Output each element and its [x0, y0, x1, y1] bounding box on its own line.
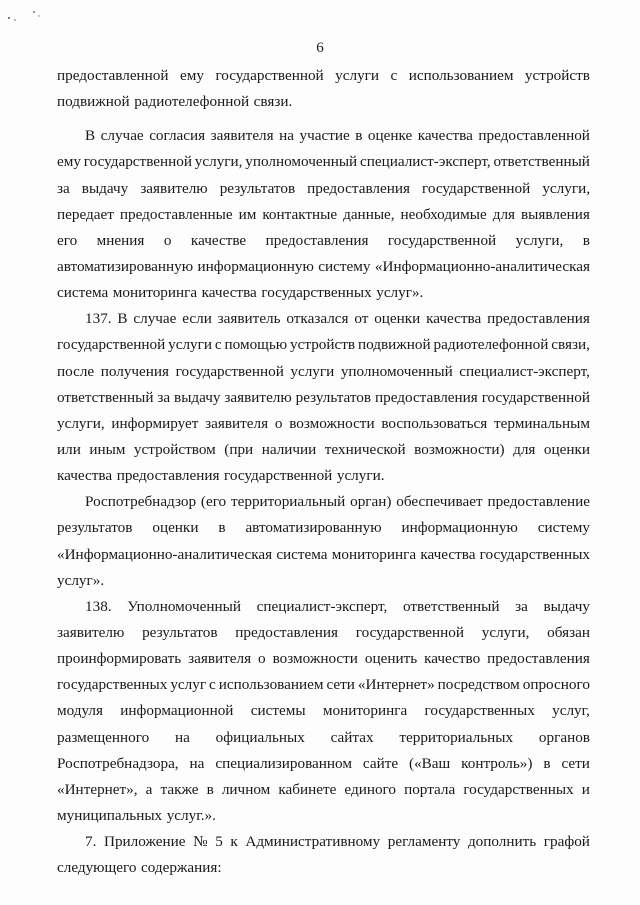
word: в [543, 754, 551, 772]
word: контактные [262, 205, 338, 223]
text-line [57, 725, 590, 751]
word: сети [326, 676, 355, 694]
text-line [57, 89, 590, 115]
word: системы [250, 702, 306, 720]
word: заявителю [140, 179, 208, 197]
word: сайтах [330, 728, 374, 746]
word: качества [420, 545, 476, 563]
word: обязан [547, 623, 590, 641]
word: территориальных [399, 728, 514, 746]
word: использованием [408, 67, 514, 84]
word: 7. [85, 833, 97, 851]
word: автоматизированную [245, 519, 382, 537]
word: от [354, 310, 369, 328]
word: предоставленной [57, 67, 169, 84]
word: терминальным [494, 414, 590, 432]
text-line [57, 620, 590, 646]
word: получения [100, 362, 170, 380]
word: контроль») [461, 754, 533, 772]
word: предоставленной [478, 127, 590, 145]
text-line [57, 254, 590, 280]
word: регламенту [387, 833, 461, 851]
word: государственных [57, 676, 168, 694]
word: оценки [543, 440, 590, 458]
word: и [581, 780, 590, 798]
word: согласия [149, 127, 206, 145]
word: качества [426, 310, 482, 328]
word: ему [57, 153, 81, 171]
word: ему [180, 67, 204, 84]
word: оценки [152, 519, 199, 537]
text-line [57, 515, 590, 541]
word: специалист-эксперт, [359, 153, 491, 171]
word: государственной [215, 67, 324, 84]
word: качества [201, 284, 257, 302]
word: информационную [197, 257, 314, 275]
text-line [57, 829, 590, 855]
word: государственных [463, 780, 574, 798]
text-line [57, 568, 590, 594]
word: предоставления [307, 179, 410, 197]
word: 137. [85, 310, 112, 328]
word: специалист-эксперт, [256, 597, 388, 615]
word: следующего [57, 859, 137, 877]
word: единого [344, 780, 396, 798]
word: услуг [170, 676, 207, 694]
text-line [57, 63, 590, 89]
word: предоставление [487, 493, 590, 511]
word: государственных [424, 702, 535, 720]
word: предоставления [116, 467, 220, 485]
text-line [57, 594, 590, 620]
word: радиотелефонной [134, 93, 250, 111]
word: услуги [168, 336, 213, 354]
word: услуги. [336, 467, 385, 485]
word: оценки [374, 310, 421, 328]
word: размещенного [57, 728, 150, 746]
word: возможности [272, 650, 358, 668]
word: 138. [85, 597, 112, 615]
word: государственной [481, 388, 590, 406]
word: помощью [224, 336, 288, 354]
word: если [182, 310, 212, 328]
word: результатов [57, 519, 133, 537]
word: (его [200, 493, 227, 511]
word: мониторинга [112, 284, 198, 302]
word: проинформировать [57, 650, 182, 668]
word: за [515, 597, 528, 615]
text-line [57, 385, 590, 411]
word: «Интернет» [357, 676, 435, 694]
word: портала [404, 780, 456, 798]
word: оценке [367, 127, 413, 145]
word: устройств [290, 336, 356, 354]
word: выявления [521, 205, 590, 223]
text-line [57, 280, 590, 306]
word: муниципальных [57, 806, 163, 824]
text-line [57, 437, 590, 463]
word: предоставления [487, 650, 590, 668]
word: технической [324, 440, 406, 458]
word: предоставления [374, 388, 478, 406]
word: государственной [355, 623, 465, 641]
word: органов [538, 728, 590, 746]
text-line [57, 149, 590, 175]
word: качестве [190, 231, 247, 249]
word: кабинете [278, 780, 337, 798]
word: связи, [551, 336, 590, 354]
word: № [193, 833, 208, 851]
word: с [390, 67, 398, 84]
word: передает [57, 205, 114, 223]
word: государственных [479, 545, 590, 563]
word: посредством [437, 676, 520, 694]
word: информационную [401, 519, 518, 537]
text-line [57, 777, 590, 803]
word: графой [543, 833, 590, 851]
word: предоставления [487, 310, 590, 328]
word: в [582, 231, 590, 249]
word: орган) [350, 493, 392, 511]
word: («Ваш [409, 754, 451, 772]
document-body [57, 63, 590, 881]
word: предоставленные [119, 205, 233, 223]
text-line [57, 542, 590, 568]
word: на [189, 754, 205, 772]
word: необходимые [400, 205, 487, 223]
word: им [238, 205, 257, 223]
word: услуги, [542, 179, 590, 197]
word: подвижной [57, 93, 130, 111]
word: «Информационно-аналитическая [57, 545, 273, 563]
word: о [258, 650, 266, 668]
word: система [57, 284, 109, 302]
text-line [57, 751, 590, 777]
word: к [230, 833, 238, 851]
word: Роспотребнадзора, [57, 754, 179, 772]
word: с [214, 336, 222, 354]
word: услуги, [194, 153, 243, 171]
word: заявителя [210, 127, 274, 145]
text-line [57, 646, 590, 672]
word: содержания: [140, 859, 222, 877]
word: о [163, 231, 172, 249]
word: после [57, 362, 95, 380]
text-line [57, 228, 590, 254]
word: участие [299, 127, 350, 145]
word: Роспотребнадзор [85, 493, 197, 511]
word: результатов [219, 179, 296, 197]
word: сети [561, 754, 590, 772]
word: выдачу [81, 179, 129, 197]
word: услуги [290, 362, 335, 380]
word: радиотелефонной [433, 336, 549, 354]
word: данные, [343, 205, 395, 223]
word: связи. [253, 93, 293, 111]
word: заявителя [188, 650, 252, 668]
word: с [209, 676, 216, 694]
word: система [276, 545, 328, 563]
word: государственной [175, 362, 284, 380]
word: специализированном [215, 754, 352, 772]
scan-artifact-dots [6, 8, 46, 28]
word: опросного [522, 676, 590, 694]
word: государственной [224, 467, 333, 485]
word: мнения [96, 231, 145, 249]
word: Приложение [103, 833, 186, 851]
word: «Интернет», [57, 780, 138, 798]
word: В [117, 310, 128, 328]
text-line [57, 123, 590, 149]
word: В [85, 127, 96, 145]
word: в [206, 780, 214, 798]
text-line [57, 463, 590, 489]
word: дополнить [467, 833, 537, 851]
word: специалист-эксперт, [459, 362, 590, 380]
word: государственных [261, 284, 372, 302]
word: государственной [387, 231, 497, 249]
word: случае [100, 127, 144, 145]
word: автоматизированную [57, 257, 194, 275]
word: услуг». [57, 571, 105, 589]
word: ответственный [57, 388, 154, 406]
word: воспользоваться [381, 414, 488, 432]
word: на [175, 728, 190, 746]
word: услуги [335, 67, 380, 84]
word: уполномоченный [340, 362, 453, 380]
word: мониторинга [331, 545, 417, 563]
text-line [57, 489, 590, 515]
word: «Информационно-аналитическая [374, 257, 590, 275]
word: информационной [120, 702, 234, 720]
text-line [57, 176, 590, 202]
word: официальных [215, 728, 305, 746]
word: устройств [524, 67, 590, 84]
word: модуля [57, 702, 103, 720]
word: ответственный [493, 153, 590, 171]
word: государственной [83, 153, 192, 171]
word: уполномоченный [245, 153, 358, 171]
word: за [157, 388, 171, 406]
word: заявителю [224, 388, 292, 406]
word: заявителю [57, 623, 125, 641]
word: случае [133, 310, 177, 328]
word: выдачу [174, 388, 221, 406]
word: за [57, 179, 70, 197]
word: мониторинга [322, 702, 408, 720]
text-line [57, 411, 590, 437]
text-line [57, 803, 590, 829]
text-line [57, 698, 590, 724]
word: для [492, 205, 516, 223]
word: услуги, [57, 414, 105, 432]
word: Административному [245, 833, 381, 851]
word: в [355, 127, 363, 145]
word: или [57, 440, 81, 458]
word: качества [417, 127, 473, 145]
text-line [57, 202, 590, 228]
text-line [57, 359, 590, 385]
word: Уполномоченный [127, 597, 241, 615]
word: результатов [142, 623, 218, 641]
word: качество [424, 650, 481, 668]
text-line [57, 332, 590, 358]
word: государственной [422, 179, 531, 197]
word: результатов [295, 388, 372, 406]
word: услуг, [552, 702, 590, 720]
word: систему [318, 257, 371, 275]
word: заявителя [205, 414, 269, 432]
word: оценить [364, 650, 418, 668]
word: личном [221, 780, 271, 798]
word: для [513, 440, 536, 458]
word: отказался [286, 310, 349, 328]
word: использованием [218, 676, 324, 694]
word: обеспечивает [396, 493, 483, 511]
word: предоставления [235, 623, 339, 641]
paragraph-gap [57, 115, 590, 123]
text-line [57, 672, 590, 698]
text-line [57, 855, 590, 881]
word: услуг.». [166, 806, 216, 824]
word: предоставления [265, 231, 369, 249]
word: возможности [289, 414, 375, 432]
word: государственной [57, 336, 166, 354]
word: возможности) [414, 440, 505, 458]
word: иным [89, 440, 126, 458]
word: также [160, 780, 199, 798]
word: наличии [261, 440, 317, 458]
word: ответственный [402, 597, 500, 615]
word: 5 [215, 833, 223, 851]
word: выдачу [543, 597, 590, 615]
word: в [218, 519, 226, 537]
word: территориальный [230, 493, 346, 511]
word: услуги, [481, 623, 530, 641]
word: о [274, 414, 283, 432]
word: а [145, 780, 153, 798]
word: информирует [111, 414, 199, 432]
word: подвижной [357, 336, 431, 354]
word: услуги, [515, 231, 564, 249]
word: качества [57, 467, 113, 485]
word: на [279, 127, 294, 145]
text-line [57, 306, 590, 332]
word: систему [537, 519, 590, 537]
word: услуг». [376, 284, 424, 302]
page-number: 6 [316, 40, 324, 56]
word: заявитель [217, 310, 281, 328]
word: сайте [362, 754, 399, 772]
word: (при [224, 440, 254, 458]
word: устройством [133, 440, 216, 458]
word: его [57, 231, 78, 249]
